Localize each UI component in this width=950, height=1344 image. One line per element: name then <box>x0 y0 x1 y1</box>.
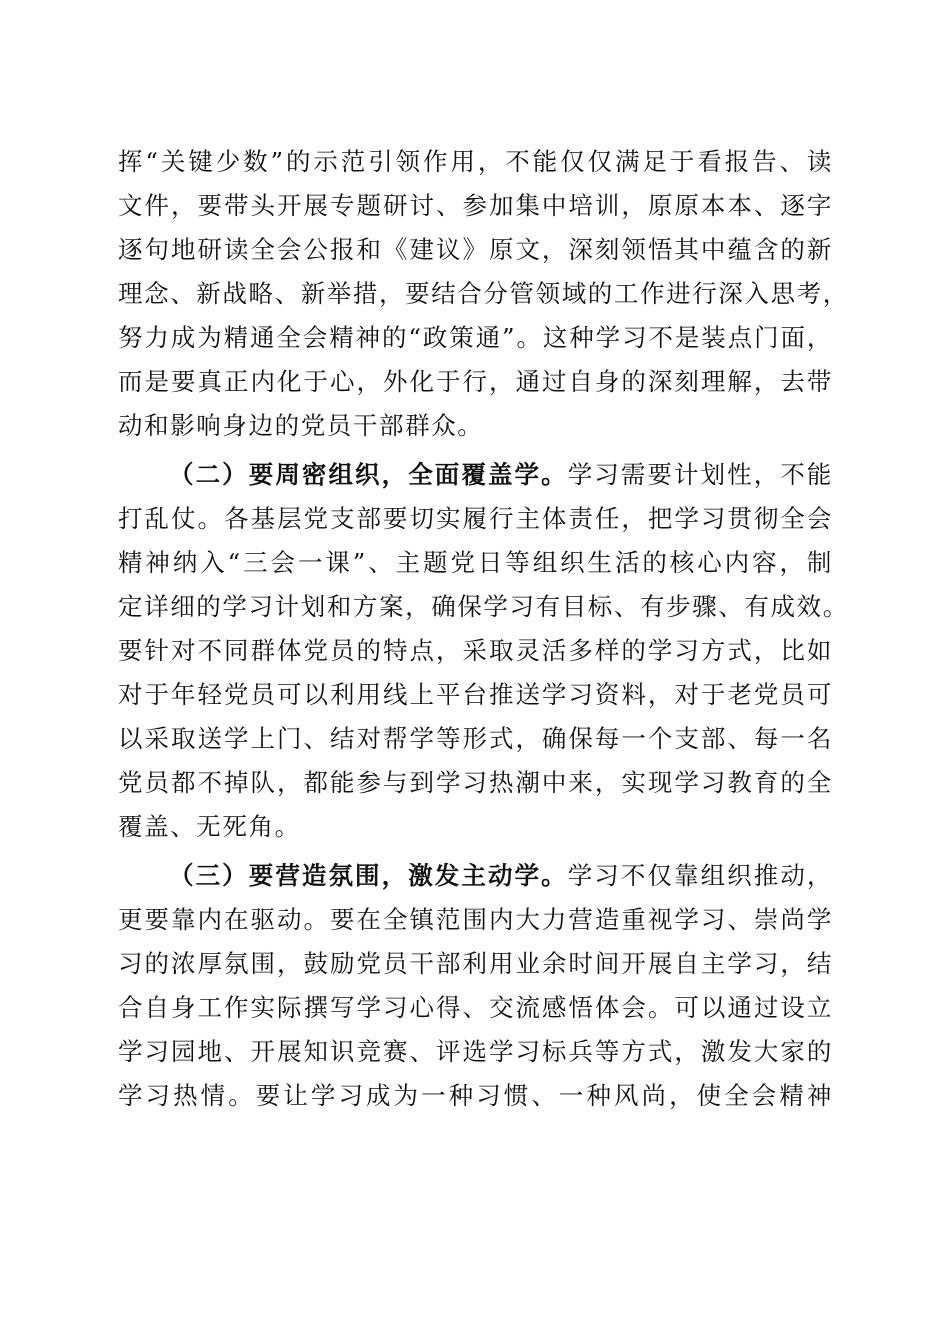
paragraph-line: 党员都不掉队，都能参与到学习热潮中来，实现学习教育的全 <box>118 768 833 797</box>
paragraph-line: 文件，要带头开展专题研讨、参加集中培训，原原本本、逐字 <box>118 191 833 220</box>
paragraph-2 <box>118 453 849 849</box>
paragraph-line: 更要靠内在驱动。要在全镇范围内大力营造重视学习、崇尚学 <box>118 905 833 934</box>
paragraph-line: 覆盖、无死角。 <box>118 812 301 841</box>
paragraph-line: 精神纳入“三会一课”、主题党日等组织生活的核心内容，制 <box>118 548 833 577</box>
paragraph-line: 对于年轻党员可以利用线上平台推送学习资料，对于老党员可 <box>118 680 833 709</box>
section-heading: （二）要周密组织，全面覆盖学。 <box>169 460 568 489</box>
paragraph-line: 而是要真正内化于心，外化于行，通过自身的深刻理解，去带 <box>118 367 833 396</box>
paragraph-first-line <box>118 854 833 898</box>
paragraph-line: 挥“关键少数”的示范引领作用，不能仅仅满足于看报告、读 <box>118 147 833 176</box>
paragraph-line: 努力成为精通全会精神的“政策通”。这种学习不是装点门面， <box>118 323 833 352</box>
paragraph-text: 学习需要计划性，不能 <box>567 460 833 489</box>
paragraph-first-line <box>118 453 833 497</box>
paragraph-line: 打乱仗。各基层党支部要切实履行主体责任，把学习贯彻全会 <box>118 504 833 533</box>
paragraph-line: 动和影响身边的党员干部群众。 <box>118 411 484 440</box>
paragraph-line: 习的浓厚氛围，鼓励党员干部利用业余时间开展自主学习，结 <box>118 949 833 978</box>
section-heading: （三）要营造氛围，激发主动学。 <box>169 861 568 890</box>
paragraph-3 <box>118 854 833 1118</box>
paragraph-line: 定详细的学习计划和方案，确保学习有目标、有步骤、有成效。 <box>118 592 849 621</box>
paragraph-text: 学习不仅靠组织推动， <box>567 861 833 890</box>
paragraph-line: 理念、新战略、新举措，要结合分管领域的工作进行深入思考， <box>118 279 849 308</box>
paragraph-line: 逐句地研读全会公报和《建议》原文，深刻领悟其中蕴含的新 <box>118 235 833 264</box>
paragraph-1 <box>118 140 849 448</box>
paragraph-line: 合自身工作实际撰写学习心得、交流感悟体会。可以通过设立 <box>118 993 833 1022</box>
paragraph-line: 以采取送学上门、结对帮学等形式，确保每一个支部、每一名 <box>118 724 833 753</box>
paragraph-line: 学习热情。要让学习成为一种习惯、一种风尚，使全会精神 <box>118 1081 833 1110</box>
paragraph-line: 要针对不同群体党员的特点，采取灵活多样的学习方式，比如 <box>118 636 833 665</box>
paragraph-line: 学习园地、开展知识竞赛、评选学习标兵等方式，激发大家的 <box>118 1037 833 1066</box>
